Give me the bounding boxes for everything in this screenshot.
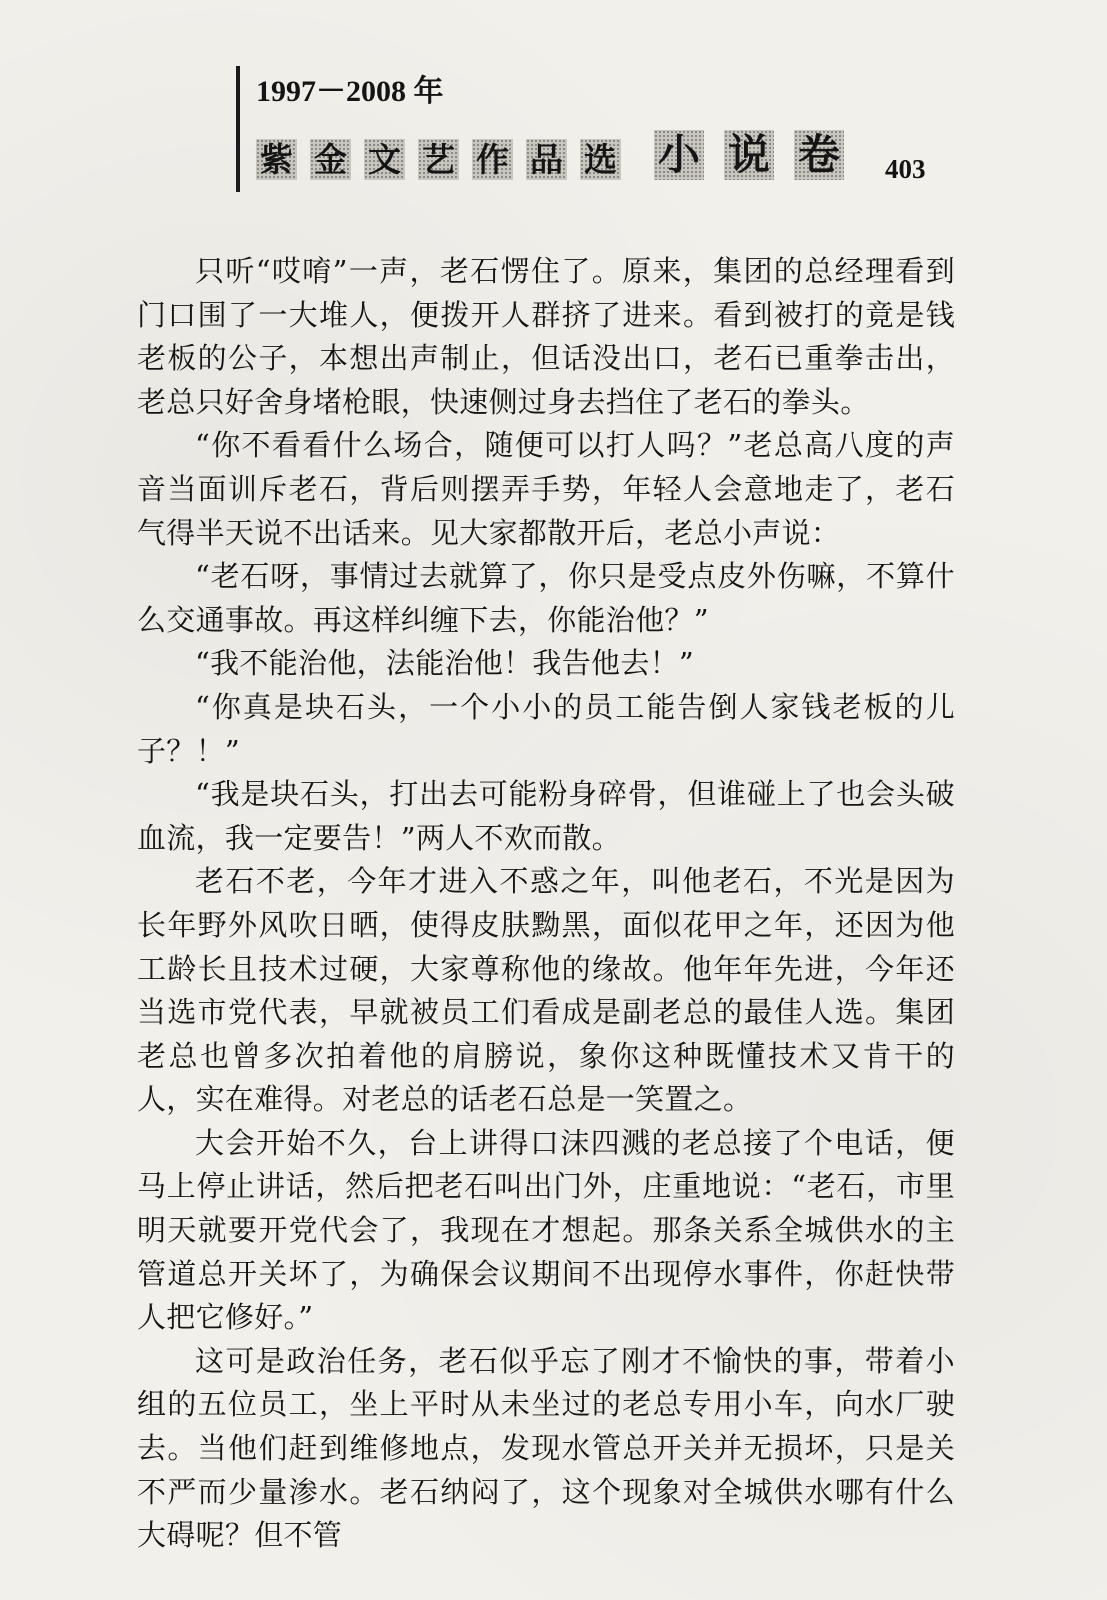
paragraph: 大会开始不久，台上讲得口沫四溅的老总接了个电话，便马上停止讲话，然后把老石叫出门外，庄重地说：“老石，市里明天就要开党代会了，我现在才想起。那条关系全城供水的主管道总开关坏了，为确保会议期间不出现停水事件，你赶快带人把它修好。” [137,1125,955,1335]
series-title-char: 紫 [256,139,297,180]
paragraph: 老石不老，今年才进入不惑之年，叫他老石，不光是因为长年野外风吹日晒，使得皮肤黝黑，面似花甲之年，还因为他工龄长且技术过硬，大家尊称他的缘故。他年年先进，今年还当选市党代表，早就被员工们看成是副老总的最佳人选。集团老总也曾多次拍着他的肩膀说，象你这种既懂技术又肯干的人，实在难得。对老总的话老石总是一笑置之。 [137,864,955,1117]
story-body [137,250,955,1558]
volume-title-char: 卷 [794,130,844,180]
page-number: 403 [885,154,926,184]
paragraph: “我不能治他，法能治他！我告他去！” [195,646,695,681]
paragraph: “你不看看什么场合，随便可以打人吗？”老总高八度的声音当面训斥老石，背后则摆弄手势，年轻人会意地走了，老石气得半天说不出话来。见大家都散开后，老总小声说： [137,428,955,550]
series-title-char: 艺 [418,139,459,180]
volume-title-char: 说 [724,130,774,180]
paragraph: 只听“哎唷”一声，老石愣住了。原来，集团的总经理看到门口围了一大堆人，便拨开人群挤了进来。看到被打的竟是钱老板的公子，本想出声制止，但话没出口，老石已重拳击出，老总只好舍身堵枪眼，快速侧过身去挡住了老石的拳头。 [137,254,955,419]
series-title-char: 文 [364,139,405,180]
volume-title-char: 小 [654,130,704,180]
series-title-char: 选 [580,139,621,180]
header-vertical-rule [236,66,240,192]
series-title-char: 品 [526,139,567,180]
series-title-char: 金 [310,139,351,180]
volume-name [654,130,844,180]
header-series-title [256,130,844,180]
paragraph: “我是块石头，打出去可能粉身碎骨，但谁碰上了也会头破血流，我一定要告！”两人不欢而散。 [137,777,955,855]
paragraph: “你真是块石头，一个小小的员工能告倒人家钱老板的儿子？！” [137,689,955,768]
series-title-char: 作 [472,139,513,180]
paragraph: 这可是政治任务，老石似乎忘了刚才不愉快的事，带着小组的五位员工，坐上平时从未坐过的老总专用小车，向水厂驶去。当他们赶到维修地点，发现水管总开关并无损坏，只是关不严而少量渗水。老石纳闷了，这个现象对全城供水哪有什么大碍呢？但不管 [137,1343,955,1553]
paragraph: “老石呀，事情过去就算了，你只是受点皮外伤嘛，不算什么交通事故。再这样纠缠下去，你能治他？” [137,559,955,637]
header-years: 1997－2008 年 [256,75,444,108]
series-name [256,139,634,180]
